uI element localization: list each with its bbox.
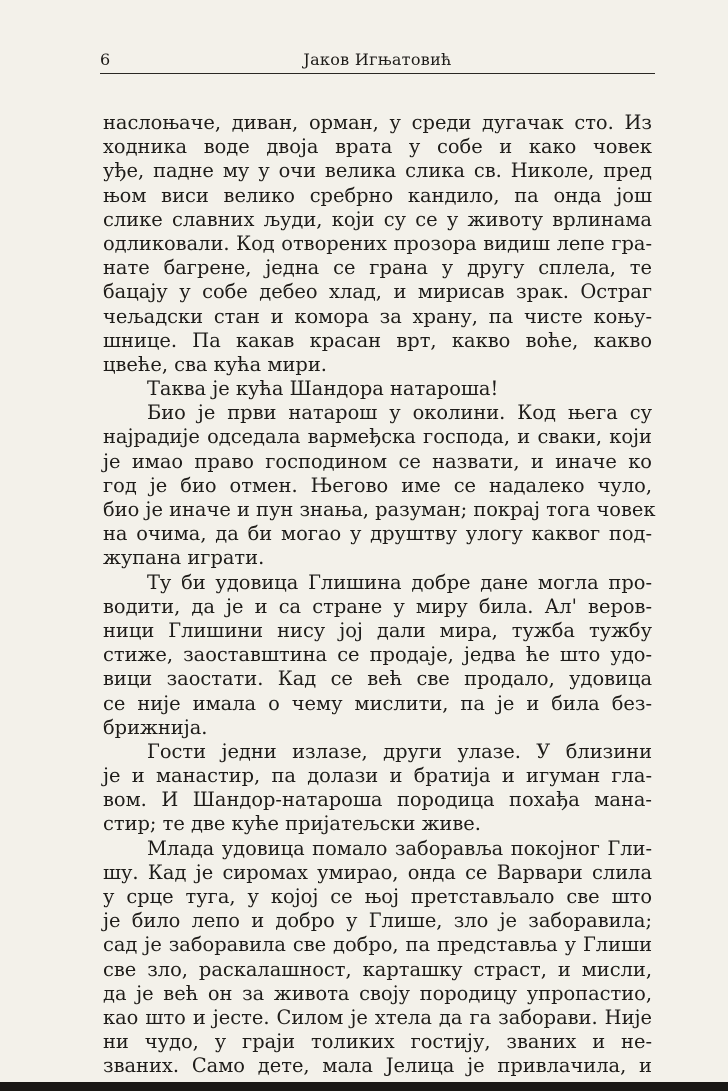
text-line: одликовали. Код отворених прозора видиш лепе гра- (103, 231, 652, 255)
text-line: у срце туга, у којој се њој претстављало све што (103, 885, 652, 908)
text-line: је било лепо и добро у Глише, зло је заборавила; (103, 909, 652, 933)
text-line: вом. И Шандор-натарошa породица похађа мана- (103, 788, 652, 812)
text-line: водити, да је и са стране у миру била. Ал' веров- (103, 594, 652, 618)
text-line: да је већ он за живота своју породицу упропастио, (103, 981, 652, 1005)
text-line: уђе, падне му у очи велика слика св. Николе, пред (103, 159, 652, 183)
text-line: званих. Само дете, мала Јелица је привлачила, и (103, 1054, 652, 1078)
text-line: ници Глишини нису јој дали мира, тужба тужбу (103, 618, 652, 642)
text-line: ходника воде двоја врата у собе и како човек (103, 135, 652, 159)
text-line: се није имала о чему мислити, па је и била без- (103, 691, 652, 715)
text-line: на очима, да би могао у друштву улогу каквог под- (103, 522, 652, 546)
text-line: наслоњаче, диван, орман, у среди дугачак сто. Из (103, 111, 652, 134)
page-number: 6 (100, 50, 111, 69)
text-line: све зло, раскалашност, карташку страст, и мисли, (103, 957, 652, 981)
text-line: као што и јесте. Силом је хтела да га заборави. Није (103, 1005, 652, 1029)
text-line: жупана играти. (103, 546, 265, 570)
text-line: шнице. Па какав красан врт, какво воће, какво (103, 328, 652, 352)
text-line: њом виси велико сребрно кандило, па онда још (103, 183, 652, 207)
text-line: ни чудо, у граји толиких гостију, званих и не- (103, 1030, 652, 1054)
text-line: Таква је кућа Шандора натароша! (147, 377, 499, 401)
text-line: слике славних људи, који су се у животу врлинама (103, 207, 652, 231)
text-line: Био је први натарош у околини. Код њега су (147, 401, 652, 425)
text-line: чељадски стан и комора за храну, па чисте коњу- (103, 304, 652, 328)
text-line: нате багрене, једна се грана у другу сплела, те (103, 256, 652, 280)
text-line: Гости једни излазе, други улазе. У близини (147, 739, 652, 763)
text-line: Млада удовица помало заборавља покојног Гли- (147, 836, 652, 860)
text-line: бацају у собе дебео хлад, и мирисав зрак. Остраг (103, 280, 652, 304)
text-line: Ту би удовица Глишина добре дане могла про- (147, 570, 652, 594)
text-line: вици заостати. Кад се већ све продало, удовица (103, 667, 652, 691)
text-line: брижнија. (103, 715, 208, 739)
text-line: био је иначе и пун знања, разуман; покрај тога човек (103, 498, 656, 521)
body-text (103, 111, 656, 1079)
text-line: год је био отмен. Његово име се надалеко чуло, (103, 473, 652, 497)
text-line: је и манастир, па долази и братија и игуман гла- (103, 764, 652, 788)
text-line: стиже, заоставштина се продаје, једва ће што удо- (103, 643, 652, 667)
text-line: стир; те две куће пријатељски живе. (103, 812, 481, 836)
text-line: сад је заборавила све добро, па представља у Глиши (103, 933, 652, 957)
running-head: Јаков Игњатовић (303, 50, 452, 69)
header-rule (100, 73, 655, 74)
page-header (100, 50, 655, 72)
text-line: најрадије одседала вармеђска господа, и сваки, који (103, 425, 652, 449)
scan-bottom-edge (0, 1082, 728, 1091)
text-line: шу. Кад је сиромах умирао, онда се Варвари слила (103, 860, 652, 884)
text-line: цвеће, сва кућа мири. (103, 352, 327, 376)
text-line: је имао право господином се назвати, и иначе ко (103, 449, 652, 473)
